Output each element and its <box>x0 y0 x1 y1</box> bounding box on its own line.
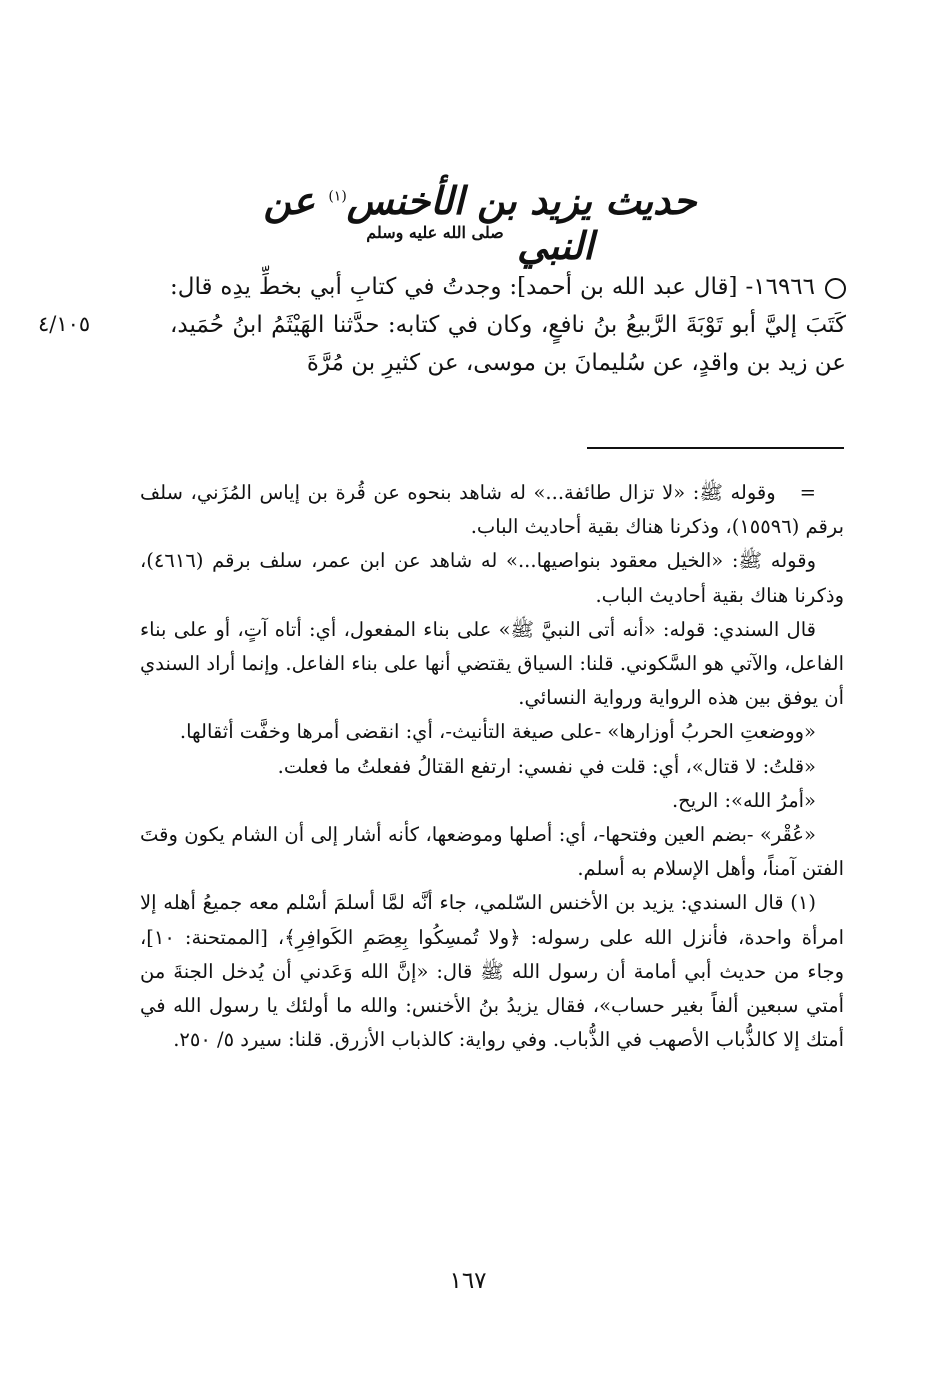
main-text <box>170 268 846 382</box>
footnotes <box>140 476 844 1057</box>
footnote-marker: (١) <box>328 188 347 205</box>
hadith-text: [قال عبد الله بن أحمد]: وجدتُ في كتابِ أبي بخطِّ يدِه قال: كَتَبَ إليَّ أبو تَوْبَةَ الرَّبيعُ بنُ نافعٍ، وكان في كتابه: حدَّثنا الهَيْثَمُ ابنُ حُمَيد، عن زيد بن واقدٍ، عن سُليمانَ بن موسى، عن كثيرِ بن مُرَّةَ <box>170 274 846 376</box>
footnote-paragraph: «ووضعتِ الحربُ أوزارها» -على صيغة التأنيث-، أي: انقضى أمرها وخفَّت أثقالها. <box>179 720 816 744</box>
hadith-paragraph <box>170 268 846 382</box>
footnote-paragraph: قال السندي: قوله: «أنه أتى النبيَّ ﷺ» على بناء المفعول، أي: أتاه آتٍ، أو على بناء الفاعل، والآتي هو السَّكوني. قلنا: السياق يقتضي أنها على بناء الفاعل. وإنما أراد السندي أن يوفق بين هذه الرواية ورواية النسائي. <box>140 617 844 710</box>
page-title <box>240 178 720 268</box>
footnote-paragraph: «عُقْر» -بضم العين وفتحها-، أي: أصلها وموضعها، كأنه أشار إلى أن الشام يكون وقتَ الفتن آمناً، وأهل الإسلام به أسلم. <box>140 823 844 881</box>
continuation-marker: = <box>799 481 816 504</box>
page-number: ١٦٧ <box>449 1268 487 1294</box>
salutation-text: صلى الله عليه وسلم <box>366 223 504 242</box>
circle-marker-icon <box>825 278 846 299</box>
footnote-paragraph: وقوله ﷺ: «الخيل معقود بنواصيها...» له شاهد عن ابن عمر، سلف برقم (٤٦١٦)، وذكرنا هناك بقية أحاديث الباب. <box>140 549 844 607</box>
hadith-number: ١٦٩٦٦- <box>745 274 816 300</box>
footnote-paragraph: «أمرُ الله»: الريح. <box>671 788 816 812</box>
title-text: حديث يزيد بن الأخنس <box>346 178 697 223</box>
footnote-paragraph: «قلتُ: لا قتال»، أي: قلت في نفسي: ارتفع القتالُ ففعلتُ ما فعلت. <box>277 754 816 778</box>
footnote-divider <box>587 447 844 449</box>
footnote-paragraph: =وقوله ﷺ: «لا تزال طائفة...» له شاهد بنحوه عن قُرة بن إياس المُزَني، سلف برقم (١٥٥٩٦)، وذكرنا هناك بقية أحاديث الباب. <box>140 481 844 539</box>
footnote-paragraph: (١) قال السندي: يزيد بن الأخنس السّلمي، جاء أنَّه لمَّا أسلمَ أسْلم معه جميعُ أهله إلا امرأة واحدة، فأنزل الله على رسوله: ﴿ولا تُمسِكُوا بِعِصَمِ الكَوافِرِ﴾، [الممتحنة: ١٠]، وجاء من حديث أبي أمامة أن رسول الله ﷺ قال: «إنَّ الله وَعَدني أن يُدخل الجنةَ من أمتي سبعين ألفاً بغير حساب»، فقال يزيدُ بنُ الأخنس: والله ما أولئك يا رسول الله في أمتك إلا كالذُّباب الأصهب في الذُّباب. وفي رواية: كالذباب الأزرق. قلنا: سيرد ٥/ ٢٥٠. <box>140 891 844 1052</box>
margin-reference: ٤/١٠٥ <box>38 312 91 336</box>
title-suffix: عن النبي <box>263 178 594 268</box>
